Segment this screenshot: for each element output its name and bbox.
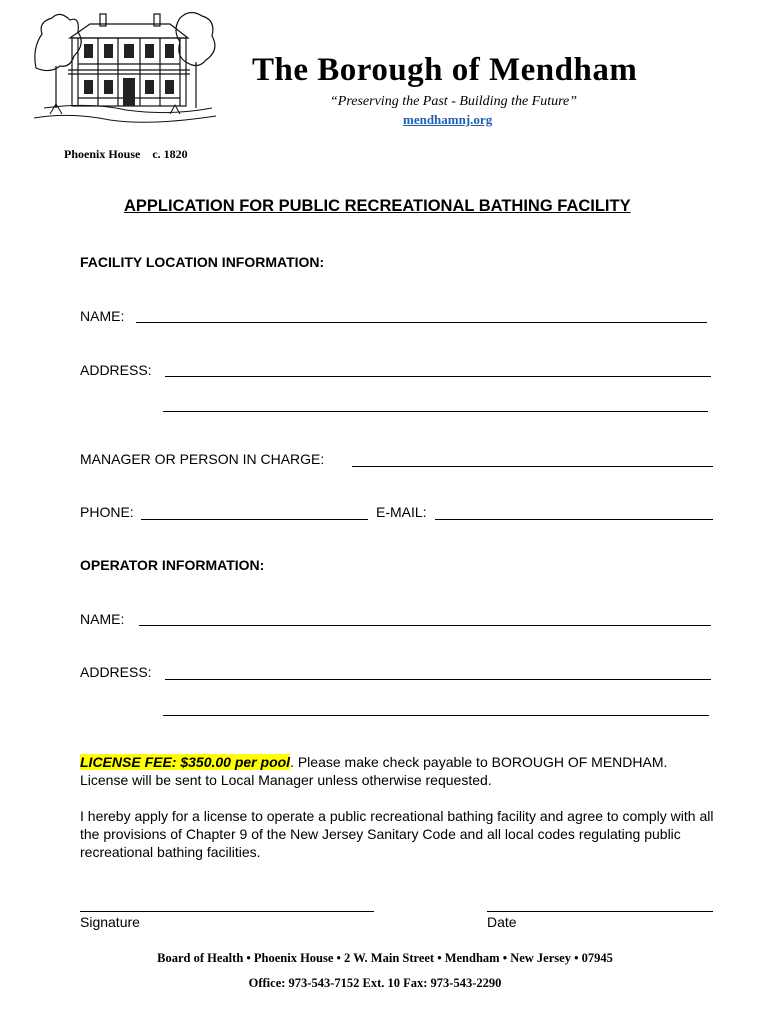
date-label: Date (487, 914, 517, 930)
operator-name-label: NAME: (80, 611, 125, 627)
manager-field[interactable] (352, 466, 713, 467)
form-title: APPLICATION FOR PUBLIC RECREATIONAL BATHING FACILITY (124, 197, 631, 215)
license-fee-highlight: LICENSE FEE: $350.00 per pool (80, 754, 291, 770)
operator-name-field[interactable] (139, 625, 711, 626)
house-caption: Phoenix House c. 1820 (64, 147, 188, 161)
phoenix-house-illustration (30, 8, 220, 134)
facility-name-field[interactable] (136, 322, 707, 323)
signature-label: Signature (80, 914, 140, 930)
phone-label: PHONE: (80, 504, 134, 520)
operator-address-field-2[interactable] (163, 715, 709, 716)
operator-section-heading: OPERATOR INFORMATION: (80, 557, 265, 573)
phone-field[interactable] (141, 519, 368, 520)
org-title: The Borough of Mendham (252, 52, 638, 88)
operator-address-field-1[interactable] (165, 679, 711, 680)
website-link[interactable]: mendhamnj.org (403, 112, 493, 127)
facility-section-heading: FACILITY LOCATION INFORMATION: (80, 254, 325, 270)
license-fee-text: . Please make check payable to BOROUGH OF MENDHAM. License will be sent to Local Manager unless otherwise requested. (80, 754, 668, 788)
org-tagline: “Preserving the Past - Building the Future” (330, 94, 578, 109)
email-label: E-MAIL: (376, 504, 427, 520)
email-field[interactable] (435, 519, 713, 520)
facility-name-label: NAME: (80, 308, 125, 324)
manager-label: MANAGER OR PERSON IN CHARGE: (80, 451, 325, 467)
facility-address-label: ADDRESS: (80, 362, 152, 378)
operator-address-label: ADDRESS: (80, 664, 152, 680)
facility-address-field-2[interactable] (163, 411, 708, 412)
signature-field[interactable] (80, 911, 374, 912)
date-field[interactable] (487, 911, 713, 912)
declaration-paragraph: I hereby apply for a license to operate a public recreational bathing facility and agree to comply with all the provisions of Chapter 9 of the New Jersey Sanitary Code and all local codes regulating public recreational bathing facilities. (80, 808, 714, 860)
footer-contact: Office: 973-543-7152 Ext. 10 Fax: 973-543-2290 (248, 976, 502, 990)
facility-address-field-1[interactable] (165, 376, 711, 377)
license-fee-paragraph (80, 753, 700, 789)
footer-address: Board of Health • Phoenix House • 2 W. Main Street • Mendham • New Jersey • 07945 (157, 951, 613, 965)
